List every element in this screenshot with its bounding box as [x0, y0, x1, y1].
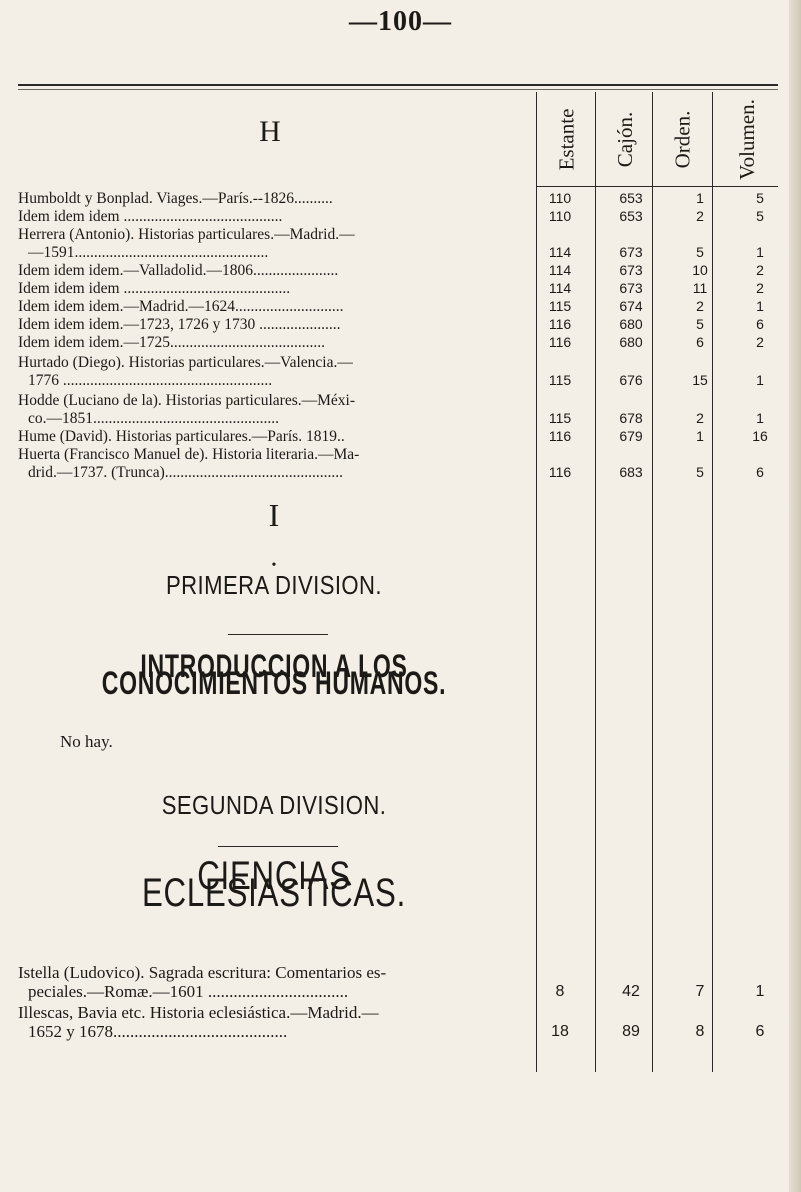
- column-header-cajon: Cajón.: [613, 111, 638, 167]
- column-rule: [536, 92, 537, 1072]
- orden-value: 2: [696, 410, 704, 426]
- cajon-value: 680: [619, 316, 643, 332]
- volumen-value: 2: [756, 280, 764, 296]
- cajon-value: 89: [622, 1023, 640, 1040]
- volumen-value: 1: [755, 983, 765, 1000]
- orden-value: 6: [696, 334, 704, 350]
- volumen-value: 5: [756, 190, 764, 206]
- orden-value: 8: [695, 1023, 705, 1040]
- entry-text: Hodde (Luciano de la). Historias particulares.—Méxi-: [18, 392, 356, 409]
- cajon-value: 673: [619, 262, 643, 278]
- volumen-value: 6: [756, 464, 764, 480]
- entry-text: Istella (Ludovico). Sagrada escritura: Comentarios es-: [18, 963, 387, 982]
- column-header-estante: Estante: [554, 108, 579, 170]
- column-rule: [712, 92, 713, 1072]
- division-heading: SEGUNDA DIVISION.: [161, 790, 387, 820]
- estante-value: 110: [548, 190, 572, 206]
- orden-value: 2: [696, 208, 704, 224]
- volumen-value: 1: [756, 372, 764, 388]
- heading-rule: [228, 634, 328, 635]
- entry-text-continued: —1591..................................................: [28, 244, 269, 261]
- cajon-value: 676: [619, 372, 643, 388]
- column-rule: [595, 92, 596, 1072]
- header-rule: [536, 186, 778, 187]
- section-heading: CIENCIAS ECLESIASTICAS.: [141, 854, 407, 915]
- orden-value: 5: [696, 244, 704, 260]
- entry-text: Humboldt y Bonplad. Viages.—París.--1826..........: [18, 190, 333, 207]
- cajon-value: 42: [622, 983, 640, 1000]
- division-number: I: [268, 497, 280, 533]
- no-entries-note: No hay.: [60, 732, 113, 751]
- cajon-value: 674: [619, 298, 643, 314]
- volumen-value: 2: [756, 262, 764, 278]
- volumen-value: 1: [756, 244, 764, 260]
- entry-text: Idem idem idem.—Valladolid.—1806......................: [18, 262, 339, 279]
- orden-value: 10: [692, 262, 708, 278]
- estante-value: 114: [548, 280, 572, 296]
- entry-text: Hurtado (Diego). Historias particulares.—Valencia.—: [18, 354, 353, 371]
- section-heading: INTRODUCCION A LOS CONOCIMIENTOS HUMANOS.: [101, 648, 447, 701]
- entry-text: Hume (David). Historias particulares.—París. 1819..: [18, 428, 345, 445]
- cajon-value: 653: [619, 190, 643, 206]
- estante-value: 115: [548, 298, 572, 314]
- volumen-value: 1: [756, 298, 764, 314]
- entry-text-continued: 1776 ......................................................: [28, 372, 273, 389]
- section-letter: H: [259, 115, 281, 148]
- division-heading: PRIMERA DIVISION.: [165, 570, 382, 600]
- estante-value: 116: [548, 334, 572, 350]
- estante-value: 18: [551, 1023, 569, 1040]
- entry-text: Idem idem idem.—1725........................................: [18, 334, 325, 351]
- cajon-value: 673: [619, 280, 643, 296]
- entry-text: Idem idem idem.—1723, 1726 y 1730 .....................: [18, 316, 341, 333]
- estante-value: 115: [548, 372, 572, 388]
- orden-value: 5: [696, 464, 704, 480]
- cajon-value: 683: [619, 464, 643, 480]
- page-number: —100—: [349, 6, 452, 37]
- estante-value: 116: [548, 316, 572, 332]
- estante-value: 115: [548, 410, 572, 426]
- column-header-orden: Orden.: [670, 110, 695, 168]
- orden-value: 1: [696, 428, 704, 444]
- entry-text: Illescas, Bavia etc. Historia eclesiástica.—Madrid.—: [18, 1003, 379, 1022]
- cajon-value: 673: [619, 244, 643, 260]
- volumen-value: 5: [756, 208, 764, 224]
- volumen-value: 16: [752, 428, 768, 444]
- estante-value: 114: [548, 262, 572, 278]
- orden-value: 15: [692, 372, 708, 388]
- heading-rule: [218, 846, 338, 847]
- orden-value: 1: [696, 190, 704, 206]
- orden-value: 11: [692, 280, 708, 296]
- orden-value: 2: [696, 298, 704, 314]
- cajon-value: 653: [619, 208, 643, 224]
- entry-text: Idem idem idem.—Madrid.—1624............................: [18, 298, 344, 315]
- page-edge-shadow: [789, 0, 801, 1192]
- estante-value: 110: [548, 208, 572, 224]
- cajon-value: 678: [619, 410, 643, 426]
- entry-text: Idem idem idem ...........................................: [18, 280, 291, 297]
- entry-text-continued: peciales.—Romæ.—1601 .................................: [28, 982, 349, 1001]
- entry-text-continued: drid.—1737. (Trunca)..............................................: [28, 464, 344, 481]
- column-header-volumen: Volumen.: [734, 98, 759, 180]
- estante-value: 116: [548, 464, 572, 480]
- entry-text: Huerta (Francisco Manuel de). Historia literaria.—Ma-: [18, 446, 360, 463]
- entry-text-continued: 1652 y 1678.........................................: [28, 1022, 288, 1041]
- orden-value: 5: [696, 316, 704, 332]
- estante-value: 8: [555, 983, 565, 1000]
- entry-text-continued: co.—1851................................................: [28, 410, 280, 427]
- estante-value: 116: [548, 428, 572, 444]
- entry-text: Idem idem idem .........................................: [18, 208, 283, 225]
- column-rule: [652, 92, 653, 1072]
- volumen-value: 6: [755, 1023, 765, 1040]
- orden-value: 7: [695, 983, 705, 1000]
- estante-value: 114: [548, 244, 572, 260]
- cajon-value: 680: [619, 334, 643, 350]
- volumen-value: 1: [756, 410, 764, 426]
- volumen-value: 2: [756, 334, 764, 350]
- volumen-value: 6: [756, 316, 764, 332]
- ornament-mark: •: [271, 558, 277, 573]
- cajon-value: 679: [619, 428, 643, 444]
- entry-text: Herrera (Antonio). Historias particulares.—Madrid.—: [18, 226, 355, 243]
